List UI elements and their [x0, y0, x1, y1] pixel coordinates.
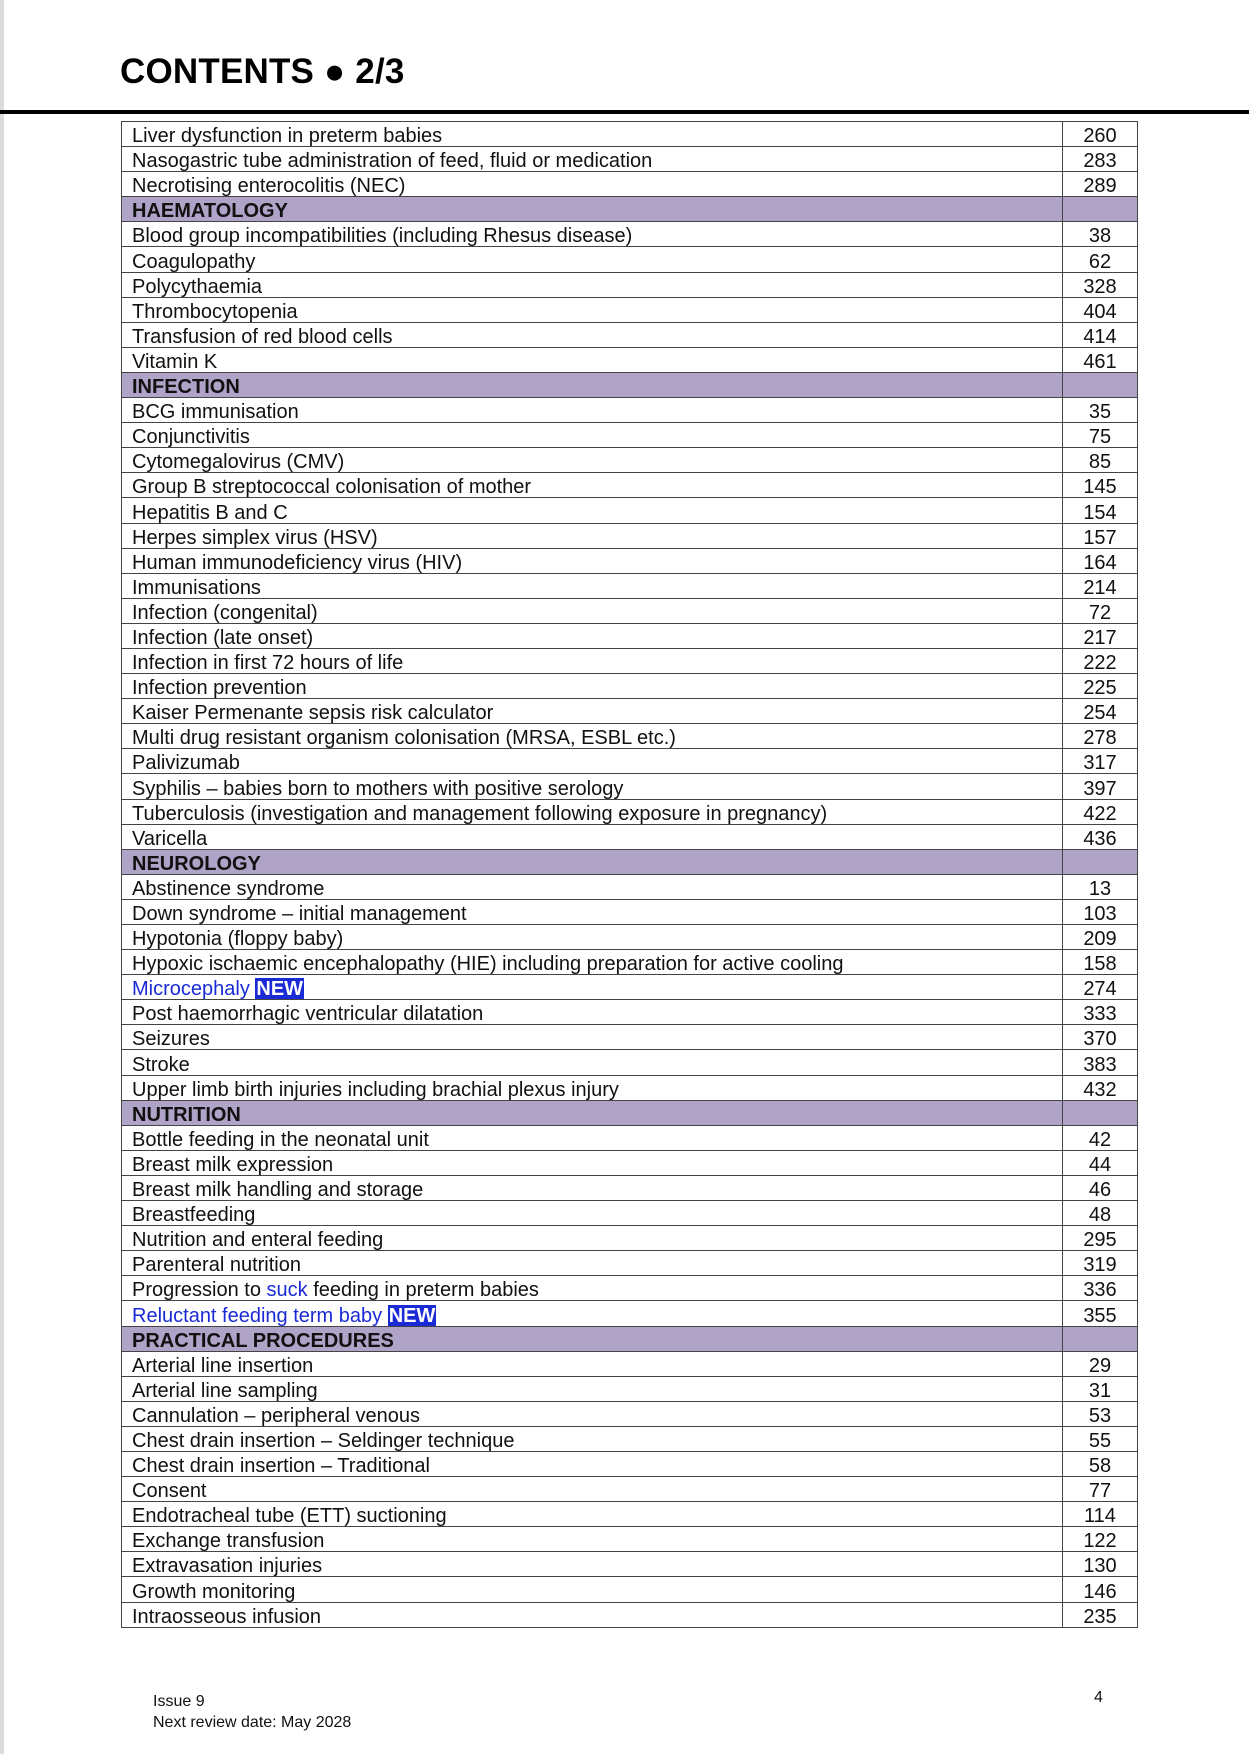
- toc-entry-title: [122, 623, 1063, 648]
- toc-page-number: 278: [1063, 724, 1138, 749]
- toc-entry-title: [122, 1502, 1063, 1527]
- toc-entry-text: Cytomegalovirus (CMV): [132, 451, 345, 473]
- toc-row: [122, 950, 1138, 975]
- toc-entry-text: Upper limb birth injuries including brachial plexus injury: [132, 1078, 619, 1101]
- toc-page-number: 62: [1063, 247, 1138, 272]
- toc-entry-text: Nasogastric tube administration of feed, fluid or medication: [132, 150, 653, 172]
- toc-entry-text: Transfusion of red blood cells: [132, 325, 393, 348]
- footer-info: [153, 1691, 351, 1733]
- toc-row: [122, 699, 1138, 724]
- toc-row: [122, 824, 1138, 849]
- toc-entry-title: [122, 1025, 1063, 1050]
- toc-entry-text: Immunisations: [132, 576, 261, 599]
- toc-entry-text: BCG immunisation: [132, 401, 299, 423]
- toc-row: [122, 674, 1138, 699]
- toc-entry-text: Extravasation injuries: [132, 1555, 323, 1577]
- toc-row: [122, 1477, 1138, 1502]
- toc-page-number: 53: [1063, 1401, 1138, 1426]
- toc-row: [122, 498, 1138, 523]
- toc-entry-title: [122, 423, 1063, 448]
- toc-entry-link[interactable]: Reluctant feeding term baby: [132, 1304, 383, 1326]
- toc-row: [122, 1301, 1138, 1326]
- toc-entry-title: [122, 322, 1063, 347]
- new-badge: NEW: [256, 978, 304, 1000]
- toc-page-number: 235: [1063, 1602, 1138, 1627]
- toc-page-number: 217: [1063, 623, 1138, 648]
- toc-entry-text: Post haemorrhagic ventricular dilatation: [132, 1003, 484, 1025]
- toc-row: [122, 975, 1138, 1000]
- toc-entry-text: Intraosseous infusion: [132, 1605, 322, 1628]
- toc-page-number: 42: [1063, 1125, 1138, 1150]
- toc-page-number: 154: [1063, 498, 1138, 523]
- toc-row: [122, 347, 1138, 372]
- toc-entry-text: Vitamin K: [132, 350, 218, 373]
- toc-page-number: 317: [1063, 749, 1138, 774]
- toc-row: [122, 247, 1138, 272]
- toc-entry-title: [122, 1527, 1063, 1552]
- section-title: NEUROLOGY: [122, 849, 1063, 874]
- toc-page-number: 55: [1063, 1426, 1138, 1451]
- toc-entry-title: [122, 674, 1063, 699]
- toc-page-number: 114: [1063, 1502, 1138, 1527]
- toc-entry-text: Varicella: [132, 827, 208, 850]
- new-badge: NEW: [388, 1304, 436, 1326]
- header-divider: [0, 110, 1249, 114]
- toc-row: [122, 1552, 1138, 1577]
- section-page-cell: [1063, 849, 1138, 874]
- toc-entry-link[interactable]: suck: [266, 1279, 308, 1301]
- toc-page-number: 397: [1063, 774, 1138, 799]
- toc-row: [122, 172, 1138, 197]
- toc-page-number: 44: [1063, 1150, 1138, 1175]
- toc-page-number: 145: [1063, 473, 1138, 498]
- toc-entry-text: Endotracheal tube (ETT) suctioning: [132, 1505, 447, 1527]
- toc-row: [122, 598, 1138, 623]
- toc-page-number: 58: [1063, 1451, 1138, 1476]
- toc-entry-title: [122, 1602, 1063, 1627]
- section-title: HAEMATOLOGY: [122, 197, 1063, 222]
- toc-page-number: 422: [1063, 799, 1138, 824]
- toc-entry-title: [122, 1201, 1063, 1226]
- toc-row: [122, 1426, 1138, 1451]
- toc-entry-text: Coagulopathy: [132, 250, 256, 273]
- section-header-row: [122, 1100, 1138, 1125]
- toc-page-number: 319: [1063, 1251, 1138, 1276]
- toc-entry-text: Stroke: [132, 1053, 190, 1076]
- toc-page-number: 31: [1063, 1376, 1138, 1401]
- toc-entry-text: Chest drain insertion – Seldinger technique: [132, 1429, 515, 1452]
- toc-row: [122, 1125, 1138, 1150]
- toc-page-number: 289: [1063, 172, 1138, 197]
- toc-entry-text: Down syndrome – initial management: [132, 903, 467, 925]
- toc-row: [122, 1577, 1138, 1602]
- toc-entry-title: [122, 799, 1063, 824]
- toc-entry-text: feeding in preterm babies: [307, 1279, 539, 1301]
- toc-row: [122, 548, 1138, 573]
- toc-page-number: 274: [1063, 975, 1138, 1000]
- toc-entry-title: [122, 1477, 1063, 1502]
- toc-entry-text: Thrombocytopenia: [132, 300, 298, 323]
- toc-page-number: 77: [1063, 1477, 1138, 1502]
- toc-row: [122, 799, 1138, 824]
- toc-entry-title: [122, 1226, 1063, 1251]
- toc-entry-title: [122, 498, 1063, 523]
- toc-page-number: 254: [1063, 699, 1138, 724]
- toc-row: [122, 297, 1138, 322]
- section-page-cell: [1063, 197, 1138, 222]
- toc-page-number: 75: [1063, 423, 1138, 448]
- toc-entry-title: [122, 1351, 1063, 1376]
- toc-page-number: 355: [1063, 1301, 1138, 1326]
- toc-page-number: 46: [1063, 1175, 1138, 1200]
- toc-entry-title: [122, 1451, 1063, 1476]
- page-left-edge: [0, 0, 4, 1754]
- toc-entry-text: Necrotising enterocolitis (NEC): [132, 175, 406, 197]
- toc-page-number: 432: [1063, 1075, 1138, 1100]
- toc-entry-text: Infection (late onset): [132, 626, 314, 649]
- toc-row: [122, 423, 1138, 448]
- toc-entry-link[interactable]: Microcephaly: [132, 978, 250, 1000]
- toc-page-number: 72: [1063, 598, 1138, 623]
- toc-row: [122, 1226, 1138, 1251]
- toc-entry-title: [122, 1276, 1063, 1301]
- toc-row: [122, 1401, 1138, 1426]
- section-header-row: [122, 849, 1138, 874]
- toc-page-number: 164: [1063, 548, 1138, 573]
- toc-page-number: 122: [1063, 1527, 1138, 1552]
- toc-row: [122, 272, 1138, 297]
- toc-entry-text: Chest drain insertion – Traditional: [132, 1455, 430, 1477]
- section-header-row: [122, 372, 1138, 397]
- toc-entry-text: Human immunodeficiency virus (HIV): [132, 551, 463, 574]
- contents-table-body: [122, 122, 1138, 1628]
- toc-page-number: 13: [1063, 874, 1138, 899]
- toc-page-number: 404: [1063, 297, 1138, 322]
- toc-entry-text: Nutrition and enteral feeding: [132, 1229, 384, 1251]
- toc-row: [122, 648, 1138, 673]
- toc-row: [122, 1351, 1138, 1376]
- toc-page-number: 436: [1063, 824, 1138, 849]
- section-page-cell: [1063, 1326, 1138, 1351]
- toc-page-number: 103: [1063, 899, 1138, 924]
- toc-entry-title: [122, 122, 1063, 147]
- toc-entry-title: [122, 648, 1063, 673]
- toc-entry-text: Palivizumab: [132, 752, 240, 774]
- toc-row: [122, 724, 1138, 749]
- toc-page-number: 214: [1063, 573, 1138, 598]
- toc-row: [122, 322, 1138, 347]
- toc-row: [122, 1602, 1138, 1627]
- toc-entry-text: Hypotonia (floppy baby): [132, 928, 344, 950]
- toc-entry-title: [122, 1401, 1063, 1426]
- toc-row: [122, 147, 1138, 172]
- toc-row: [122, 1175, 1138, 1200]
- toc-row: [122, 1451, 1138, 1476]
- toc-page-number: 295: [1063, 1226, 1138, 1251]
- section-header-row: [122, 1326, 1138, 1351]
- toc-entry-title: [122, 448, 1063, 473]
- toc-entry-text: Arterial line insertion: [132, 1354, 314, 1377]
- section-title: PRACTICAL PROCEDURES: [122, 1326, 1063, 1351]
- toc-entry-text: Liver dysfunction in preterm babies: [132, 125, 443, 147]
- toc-page-number: 38: [1063, 222, 1138, 247]
- toc-entry-title: [122, 749, 1063, 774]
- toc-entry-title: [122, 398, 1063, 423]
- toc-row: [122, 1376, 1138, 1401]
- section-header-row: [122, 197, 1138, 222]
- toc-entry-title: [122, 1577, 1063, 1602]
- toc-entry-text: Syphilis – babies born to mothers with positive serology: [132, 777, 624, 800]
- toc-entry-title: [122, 297, 1063, 322]
- toc-page-number: 146: [1063, 1577, 1138, 1602]
- toc-entry-title: [122, 1426, 1063, 1451]
- contents-table: [121, 121, 1138, 1628]
- toc-row: [122, 122, 1138, 147]
- toc-entry-text: Infection prevention: [132, 677, 307, 699]
- toc-entry-title: [122, 1301, 1063, 1326]
- toc-row: [122, 1527, 1138, 1552]
- toc-entry-text: Growth monitoring: [132, 1580, 296, 1603]
- toc-page-number: 130: [1063, 1552, 1138, 1577]
- toc-entry-title: [122, 272, 1063, 297]
- toc-page-number: 209: [1063, 925, 1138, 950]
- toc-entry-title: [122, 1150, 1063, 1175]
- toc-entry-text: Kaiser Permenante sepsis risk calculator: [132, 702, 494, 724]
- toc-entry-text: Blood group incompatibilities (including Rhesus disease): [132, 225, 633, 247]
- toc-entry-title: [122, 1050, 1063, 1075]
- toc-entry-text: Bottle feeding in the neonatal unit: [132, 1128, 429, 1151]
- toc-entry-text: Arterial line sampling: [132, 1379, 318, 1402]
- toc-page-number: 383: [1063, 1050, 1138, 1075]
- toc-entry-title: [122, 1376, 1063, 1401]
- issue-label: Issue 9: [153, 1693, 205, 1710]
- toc-row: [122, 1276, 1138, 1301]
- toc-page-number: 158: [1063, 950, 1138, 975]
- toc-entry-text: Infection (congenital): [132, 601, 318, 624]
- toc-entry-title: [122, 1075, 1063, 1100]
- toc-row: [122, 222, 1138, 247]
- toc-entry-title: [122, 247, 1063, 272]
- toc-entry-title: [122, 1125, 1063, 1150]
- toc-row: [122, 473, 1138, 498]
- page-number: 4: [1094, 1689, 1103, 1706]
- toc-entry-title: [122, 473, 1063, 498]
- toc-page-number: 333: [1063, 1000, 1138, 1025]
- toc-entry-title: [122, 1000, 1063, 1025]
- toc-entry-title: [122, 925, 1063, 950]
- toc-row: [122, 1251, 1138, 1276]
- toc-page-number: 157: [1063, 523, 1138, 548]
- toc-entry-text: Multi drug resistant organism colonisation (MRSA, ESBL etc.): [132, 727, 676, 749]
- toc-entry-text: Seizures: [132, 1028, 210, 1050]
- toc-entry-title: [122, 172, 1063, 197]
- toc-row: [122, 573, 1138, 598]
- toc-row: [122, 1050, 1138, 1075]
- toc-entry-text: Herpes simplex virus (HSV): [132, 526, 378, 549]
- section-page-cell: [1063, 1100, 1138, 1125]
- toc-entry-text: Polycythaemia: [132, 275, 263, 298]
- toc-page-number: 328: [1063, 272, 1138, 297]
- toc-entry-title: [122, 975, 1063, 1000]
- toc-page-number: 260: [1063, 122, 1138, 147]
- toc-entry-title: [122, 899, 1063, 924]
- toc-entry-text: Breast milk handling and storage: [132, 1179, 424, 1201]
- toc-page-number: 461: [1063, 347, 1138, 372]
- toc-page-number: 414: [1063, 322, 1138, 347]
- toc-entry-title: [122, 1552, 1063, 1577]
- toc-entry-text: Breast milk expression: [132, 1153, 334, 1176]
- toc-page-number: 85: [1063, 448, 1138, 473]
- toc-page-number: 29: [1063, 1351, 1138, 1376]
- toc-row: [122, 1000, 1138, 1025]
- toc-row: [122, 523, 1138, 548]
- toc-row: [122, 398, 1138, 423]
- toc-row: [122, 774, 1138, 799]
- toc-entry-text: Cannulation – peripheral venous: [132, 1404, 420, 1427]
- toc-entry-title: [122, 147, 1063, 172]
- toc-row: [122, 1075, 1138, 1100]
- toc-entry-text: Infection in first 72 hours of life: [132, 652, 404, 674]
- toc-entry-title: [122, 222, 1063, 247]
- toc-row: [122, 899, 1138, 924]
- toc-row: [122, 448, 1138, 473]
- toc-entry-title: [122, 1175, 1063, 1200]
- toc-entry-text: Group B streptococcal colonisation of mother: [132, 476, 532, 498]
- toc-row: [122, 1025, 1138, 1050]
- toc-row: [122, 874, 1138, 899]
- toc-page-number: 225: [1063, 674, 1138, 699]
- review-date: Next review date: May 2028: [153, 1714, 352, 1731]
- toc-row: [122, 925, 1138, 950]
- section-page-cell: [1063, 372, 1138, 397]
- toc-page-number: 222: [1063, 648, 1138, 673]
- page-title: CONTENTS ● 2/3: [120, 52, 405, 91]
- section-title: NUTRITION: [122, 1100, 1063, 1125]
- toc-entry-text: Tuberculosis (investigation and management following exposure in pregnancy): [132, 802, 828, 825]
- toc-entry-title: [122, 598, 1063, 623]
- toc-page-number: 48: [1063, 1201, 1138, 1226]
- toc-entry-title: [122, 548, 1063, 573]
- toc-entry-title: [122, 874, 1063, 899]
- section-title: INFECTION: [122, 372, 1063, 397]
- toc-entry-title: [122, 724, 1063, 749]
- toc-entry-text: Hypoxic ischaemic encephalopathy (HIE) including preparation for active cooling: [132, 953, 844, 975]
- toc-entry-text: Exchange transfusion: [132, 1530, 325, 1552]
- toc-entry-text: Abstinence syndrome: [132, 877, 325, 900]
- toc-page-number: 283: [1063, 147, 1138, 172]
- toc-row: [122, 623, 1138, 648]
- toc-row: [122, 1150, 1138, 1175]
- toc-entry-title: [122, 824, 1063, 849]
- toc-row: [122, 1502, 1138, 1527]
- toc-entry-title: [122, 523, 1063, 548]
- toc-page-number: 370: [1063, 1025, 1138, 1050]
- toc-entry-text: Progression to: [132, 1279, 267, 1301]
- toc-row: [122, 749, 1138, 774]
- toc-entry-text: Parenteral nutrition: [132, 1254, 301, 1276]
- toc-entry-text: Hepatitis B and C: [132, 501, 288, 523]
- toc-entry-title: [122, 1251, 1063, 1276]
- toc-entry-title: [122, 699, 1063, 724]
- toc-row: [122, 1201, 1138, 1226]
- toc-page-number: 35: [1063, 398, 1138, 423]
- toc-page-number: 336: [1063, 1276, 1138, 1301]
- toc-entry-title: [122, 950, 1063, 975]
- toc-entry-text: Breastfeeding: [132, 1204, 256, 1226]
- toc-entry-title: [122, 347, 1063, 372]
- toc-entry-text: Consent: [132, 1480, 207, 1502]
- toc-entry-title: [122, 774, 1063, 799]
- toc-entry-title: [122, 573, 1063, 598]
- toc-entry-text: Conjunctivitis: [132, 426, 250, 448]
